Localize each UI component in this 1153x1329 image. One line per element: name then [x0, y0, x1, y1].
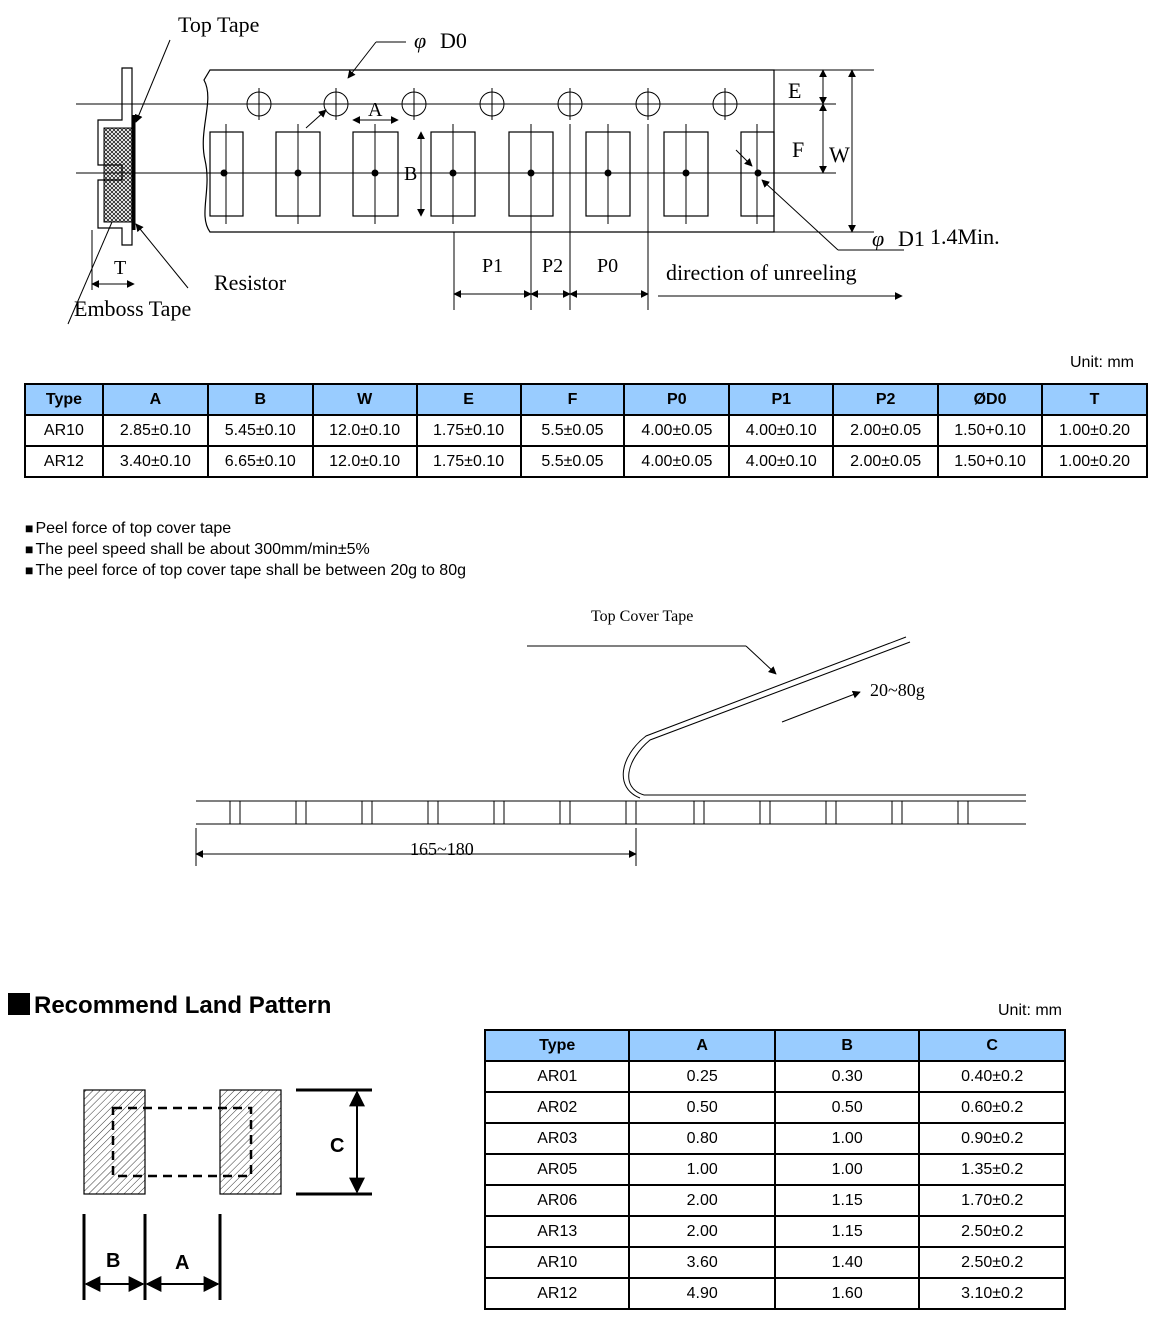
- tape-dimension-table: [24, 383, 1148, 478]
- table-cell: 1.70±0.2: [919, 1185, 1065, 1216]
- table-cell: 0.50: [775, 1092, 919, 1123]
- table-cell: 1.60: [775, 1278, 919, 1309]
- table-cell: 1.00: [775, 1154, 919, 1185]
- peel-force-label: 20~80g: [870, 680, 925, 700]
- table-cell: 1.00±0.20: [1042, 446, 1147, 477]
- phi-d0-symbol: φ: [414, 28, 427, 53]
- table-row: [485, 1123, 1065, 1154]
- table-cell: 5.5±0.05: [521, 415, 625, 446]
- table-cell: 2.50±0.2: [919, 1247, 1065, 1278]
- table-cell: 3.40±0.10: [103, 446, 208, 477]
- table-cell: 0.25: [629, 1061, 774, 1092]
- table-cell: 4.00±0.05: [624, 415, 729, 446]
- table-row: [485, 1061, 1065, 1092]
- header-cell: A: [103, 384, 208, 415]
- table-cell: 4.00±0.05: [624, 446, 729, 477]
- table-header-row: [485, 1030, 1065, 1061]
- header-cell: C: [919, 1030, 1065, 1061]
- table-row: [485, 1154, 1065, 1185]
- d1-min-label: 1.4Min.: [930, 224, 1000, 249]
- note-item: ■ The peel speed shall be about 300mm/min±5%: [25, 539, 466, 560]
- table-cell: 1.50+0.10: [938, 446, 1042, 477]
- table-cell: AR13: [485, 1216, 629, 1247]
- b-dim-label: B: [404, 163, 418, 185]
- peel-length-label: 165~180: [410, 839, 474, 859]
- f-dim-label: F: [792, 137, 805, 162]
- table-row: [485, 1216, 1065, 1247]
- header-cell: P2: [833, 384, 938, 415]
- table-row: [485, 1247, 1065, 1278]
- resistor-label: Resistor: [214, 270, 287, 295]
- table-cell: 1.15: [775, 1216, 919, 1247]
- p0-dim-label: P0: [597, 255, 619, 277]
- b-dim-label: B: [106, 1250, 121, 1272]
- table-cell: AR10: [25, 415, 103, 446]
- header-cell: T: [1042, 384, 1147, 415]
- header-cell: ØD0: [938, 384, 1042, 415]
- a-dim-label: A: [175, 1252, 190, 1274]
- table-header-row: [25, 384, 1147, 415]
- d0-label: D0: [440, 28, 467, 53]
- direction-label: direction of unreeling: [666, 260, 857, 285]
- table-cell: 5.45±0.10: [208, 415, 313, 446]
- table-cell: 4.00±0.10: [729, 446, 833, 477]
- w-dim-label: W: [829, 142, 850, 167]
- header-cell: B: [208, 384, 313, 415]
- table-cell: 5.5±0.05: [521, 446, 625, 477]
- table-row: [485, 1185, 1065, 1216]
- table-cell: 2.00±0.05: [833, 415, 938, 446]
- table-row: [25, 446, 1147, 477]
- table-cell: 2.50±0.2: [919, 1216, 1065, 1247]
- table-cell: AR06: [485, 1185, 629, 1216]
- table-cell: AR10: [485, 1247, 629, 1278]
- header-cell: Type: [485, 1030, 629, 1061]
- table-cell: 1.00: [775, 1123, 919, 1154]
- note-item: ■ Peel force of top cover tape: [25, 518, 466, 539]
- table-cell: 1.50+0.10: [938, 415, 1042, 446]
- table-cell: 2.85±0.10: [103, 415, 208, 446]
- header-cell: F: [521, 384, 625, 415]
- table-cell: 1.75±0.10: [417, 446, 521, 477]
- land-pattern-diagram: [0, 1070, 400, 1310]
- c-dim-label: C: [330, 1135, 345, 1157]
- top-tape-label: Top Tape: [178, 12, 260, 37]
- table-cell: 0.60±0.2: [919, 1092, 1065, 1123]
- land-pattern-title: Recommend Land Pattern: [8, 992, 331, 1020]
- table-row: [485, 1278, 1065, 1309]
- tape-diagram: [0, 0, 1153, 340]
- d1-label: D1: [898, 226, 925, 251]
- table-cell: AR05: [485, 1154, 629, 1185]
- table-row: [485, 1092, 1065, 1123]
- header-cell: A: [629, 1030, 774, 1061]
- table-cell: AR02: [485, 1092, 629, 1123]
- table-cell: 1.00: [629, 1154, 774, 1185]
- p2-dim-label: P2: [542, 255, 564, 277]
- table-cell: 1.40: [775, 1247, 919, 1278]
- peel-notes: [25, 518, 466, 581]
- table-cell: AR12: [485, 1278, 629, 1309]
- note-item: ■ The peel force of top cover tape shall be between 20g to 80g: [25, 560, 466, 581]
- table-cell: 2.00: [629, 1185, 774, 1216]
- peel-diagram: [0, 590, 1153, 890]
- table-cell: AR03: [485, 1123, 629, 1154]
- phi-d1-symbol: φ: [872, 226, 885, 251]
- land-unit-label: Unit: mm: [998, 1002, 1062, 1019]
- table-cell: AR01: [485, 1061, 629, 1092]
- table-cell: 2.00±0.05: [833, 446, 938, 477]
- table-cell: 6.65±0.10: [208, 446, 313, 477]
- header-cell: B: [775, 1030, 919, 1061]
- table-cell: 3.60: [629, 1247, 774, 1278]
- top-cover-tape-label: Top Cover Tape: [591, 608, 694, 625]
- table-cell: 0.90±0.2: [919, 1123, 1065, 1154]
- table-cell: 1.15: [775, 1185, 919, 1216]
- table-cell: 0.50: [629, 1092, 774, 1123]
- table-cell: 0.80: [629, 1123, 774, 1154]
- table-cell: 12.0±0.10: [313, 446, 417, 477]
- table-cell: 4.00±0.10: [729, 415, 833, 446]
- header-cell: E: [417, 384, 521, 415]
- header-cell: P0: [624, 384, 729, 415]
- a-dim-label: A: [368, 99, 383, 121]
- header-cell: P1: [729, 384, 833, 415]
- header-cell: Type: [25, 384, 103, 415]
- tape-unit-label: Unit: mm: [1070, 354, 1134, 371]
- table-cell: 0.30: [775, 1061, 919, 1092]
- table-cell: 1.35±0.2: [919, 1154, 1065, 1185]
- table-cell: 4.90: [629, 1278, 774, 1309]
- table-cell: 1.00±0.20: [1042, 415, 1147, 446]
- e-dim-label: E: [788, 78, 802, 103]
- table-row: [25, 415, 1147, 446]
- header-cell: W: [313, 384, 417, 415]
- t-dim-label: T: [114, 257, 127, 279]
- table-cell: 0.40±0.2: [919, 1061, 1065, 1092]
- land-pattern-table: [484, 1029, 1066, 1310]
- emboss-tape-label: Emboss Tape: [74, 296, 192, 321]
- table-cell: 1.75±0.10: [417, 415, 521, 446]
- table-cell: 2.00: [629, 1216, 774, 1247]
- p1-dim-label: P1: [482, 255, 504, 277]
- table-cell: 12.0±0.10: [313, 415, 417, 446]
- table-cell: AR12: [25, 446, 103, 477]
- table-cell: 3.10±0.2: [919, 1278, 1065, 1309]
